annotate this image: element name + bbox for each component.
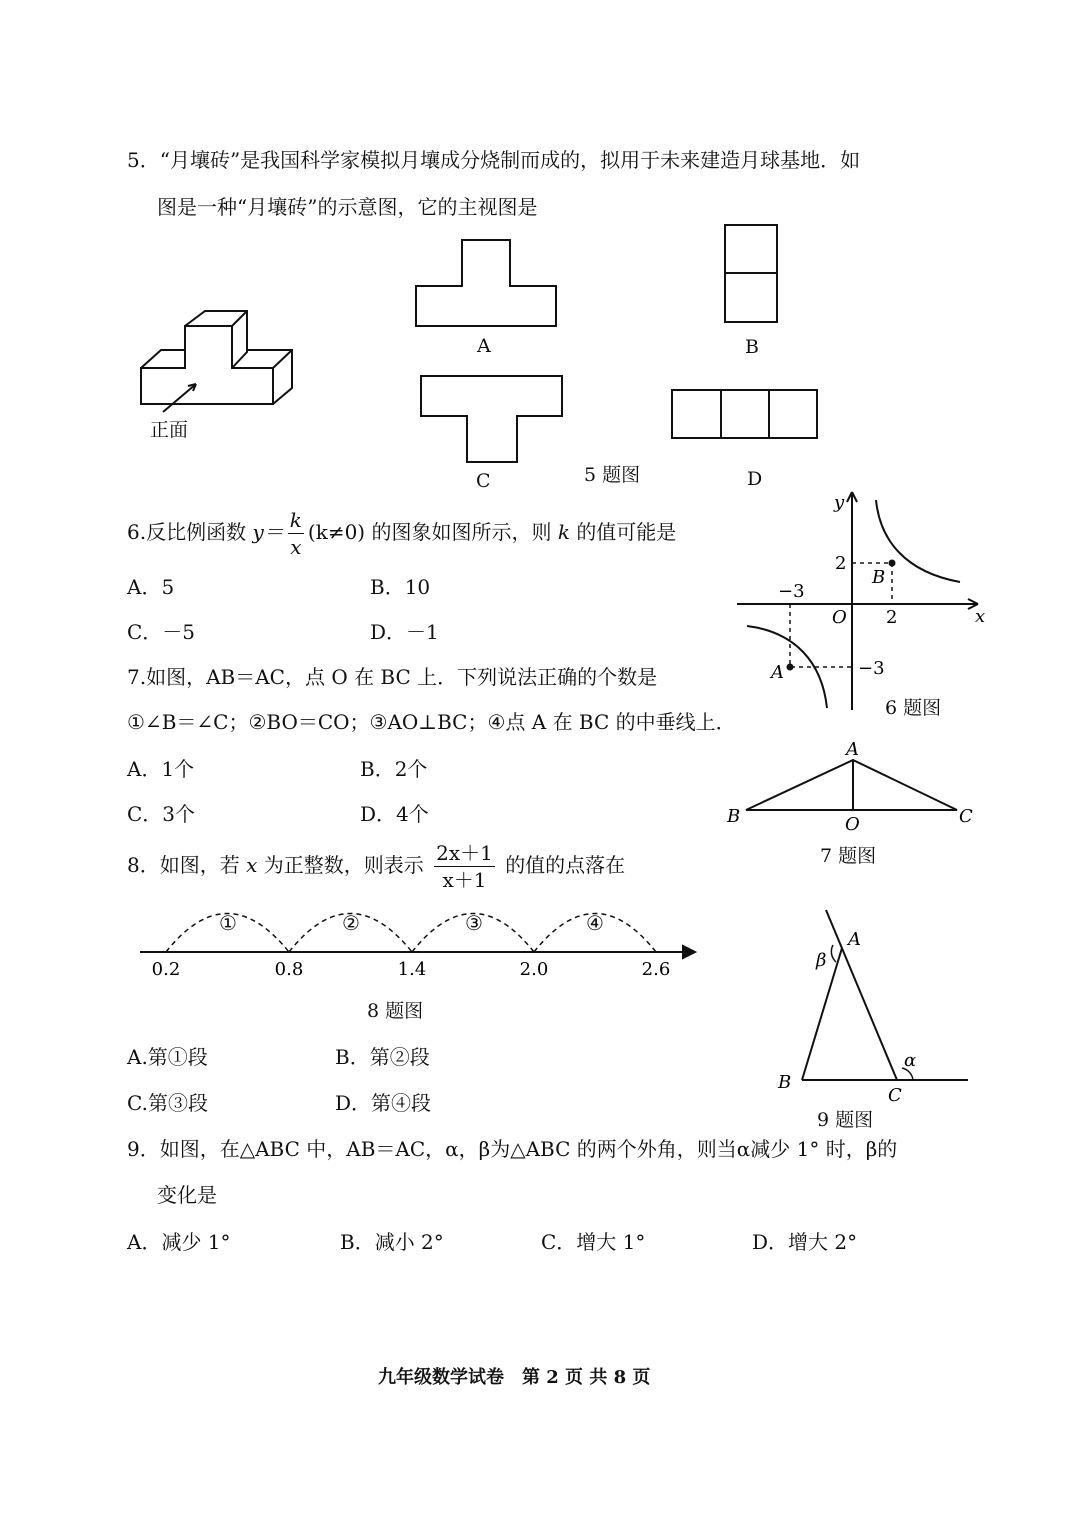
q5-line2: 图是一种“月壤砖”的示意图，它的主视图是 [157, 195, 538, 219]
q6-y2-label: 2 [835, 553, 847, 574]
q6-x-axis-label: x [975, 606, 986, 627]
q6-figure-caption: 6 题图 [885, 697, 942, 719]
page-footer: 九年级数学试卷 第 2 页 共 8 页 [378, 1367, 651, 1388]
q8-figure-caption: 8 题图 [367, 1000, 424, 1022]
q8-tick-label: 2.6 [641, 959, 671, 980]
q6-origin-label: O [832, 607, 847, 628]
q6-condition: (k≠0) [307, 520, 366, 544]
q7-line1: 7.如图，AB＝AC，点 O 在 BC 上．下列说法正确的个数是 [127, 665, 658, 689]
q7-point-o-label: O [845, 814, 860, 835]
q9-point-a-label: A [848, 929, 861, 950]
q6-point-a-label: A [771, 662, 784, 683]
q7-point-b-label: B [727, 806, 741, 827]
front-label: 正面 [150, 419, 189, 441]
q8-tick-label: 1.4 [397, 959, 427, 980]
q8-prefix: 8．如图，若 [127, 853, 240, 877]
q8-tick-label: 0.8 [274, 959, 304, 980]
q9-option-b[interactable]: B．减小 2° [340, 1230, 444, 1254]
q6-option-c[interactable]: C．－5 [127, 620, 196, 644]
q9-alpha-label: α [904, 1050, 917, 1071]
q6-x2-label: 2 [886, 607, 898, 628]
option-a-label: A [477, 335, 491, 357]
q7-option-b[interactable]: B．2个 [360, 757, 428, 781]
q6-option-a[interactable]: A．5 [127, 575, 175, 599]
q6-var: k [557, 520, 570, 544]
q7-figure-caption: 7 题图 [820, 845, 877, 867]
q6-formula-y: y＝ [252, 520, 284, 544]
q8-segment-label: ④ [586, 911, 604, 935]
q6-xneg3-label: −3 [778, 581, 805, 602]
q8-option-a[interactable]: A.第①段 [127, 1045, 208, 1069]
q6-frac-den: x [290, 535, 302, 559]
q8-segment-label: ③ [465, 911, 483, 935]
q6-point-b-label: B [872, 567, 886, 588]
q9-option-d[interactable]: D．增大 2° [752, 1230, 858, 1254]
q8-option-c[interactable]: C.第③段 [127, 1091, 208, 1115]
q9-point-c-label: C [888, 1085, 902, 1106]
q6-prefix: 6.反比例函数 [127, 520, 247, 544]
q9-option-c[interactable]: C．增大 1° [541, 1230, 646, 1254]
q5-line1: 5．“月壤砖”是我国科学家模拟月壤成分烧制而成的，拟用于未来建造月球基地．如 [127, 148, 861, 172]
q6-frac-num: k [289, 508, 302, 532]
q8-var: x [246, 853, 258, 877]
q6-y-axis-label: y [834, 492, 845, 513]
q9-figure-caption: 9 题图 [817, 1109, 874, 1131]
q9-line2: 变化是 [157, 1183, 217, 1207]
q7-point-a-label: A [846, 739, 859, 760]
q8-segment-label: ① [219, 911, 237, 935]
q6-suffix2: 的值可能是 [576, 520, 677, 544]
q8-segment-label: ② [342, 911, 360, 935]
q6-suffix: 的图象如图所示，则 [371, 520, 552, 544]
q8-option-d[interactable]: D．第④段 [335, 1091, 432, 1115]
q9-line1: 9．如图，在△ABC 中，AB＝AC，α，β为△ABC 的两个外角，则当α减少 1° 时，β的 [127, 1137, 898, 1161]
q9-point-b-label: B [778, 1072, 792, 1093]
q8-tick-label: 0.2 [151, 959, 181, 980]
q9-option-a[interactable]: A．减少 1° [127, 1230, 231, 1254]
q9-beta-label: β [816, 950, 827, 971]
option-d-label: D [747, 468, 763, 490]
q8-frac-num: 2x＋1 [436, 841, 493, 865]
option-c-label: C [476, 470, 491, 492]
q8-option-b[interactable]: B．第②段 [335, 1045, 430, 1069]
q5-figure-caption: 5 题图 [584, 464, 641, 486]
q8-mid: 为正整数，则表示 [263, 853, 424, 877]
q8-frac-den: x＋1 [442, 868, 487, 892]
q7-line2: ①∠B＝∠C；②BO＝CO；③AO⊥BC；④点 A 在 BC 的中垂线上． [127, 710, 736, 734]
option-b-label: B [745, 336, 759, 358]
q7-option-a[interactable]: A．1个 [127, 757, 195, 781]
q6-yneg3-label: −3 [858, 658, 885, 679]
q7-point-c-label: C [959, 806, 973, 827]
q8-tick-label: 2.0 [519, 959, 549, 980]
q7-option-c[interactable]: C．3个 [127, 802, 196, 826]
q7-option-d[interactable]: D．4个 [360, 802, 429, 826]
q6-option-d[interactable]: D．－1 [370, 620, 439, 644]
q8-suffix: 的值的点落在 [505, 853, 626, 877]
q6-option-b[interactable]: B．10 [370, 575, 431, 599]
